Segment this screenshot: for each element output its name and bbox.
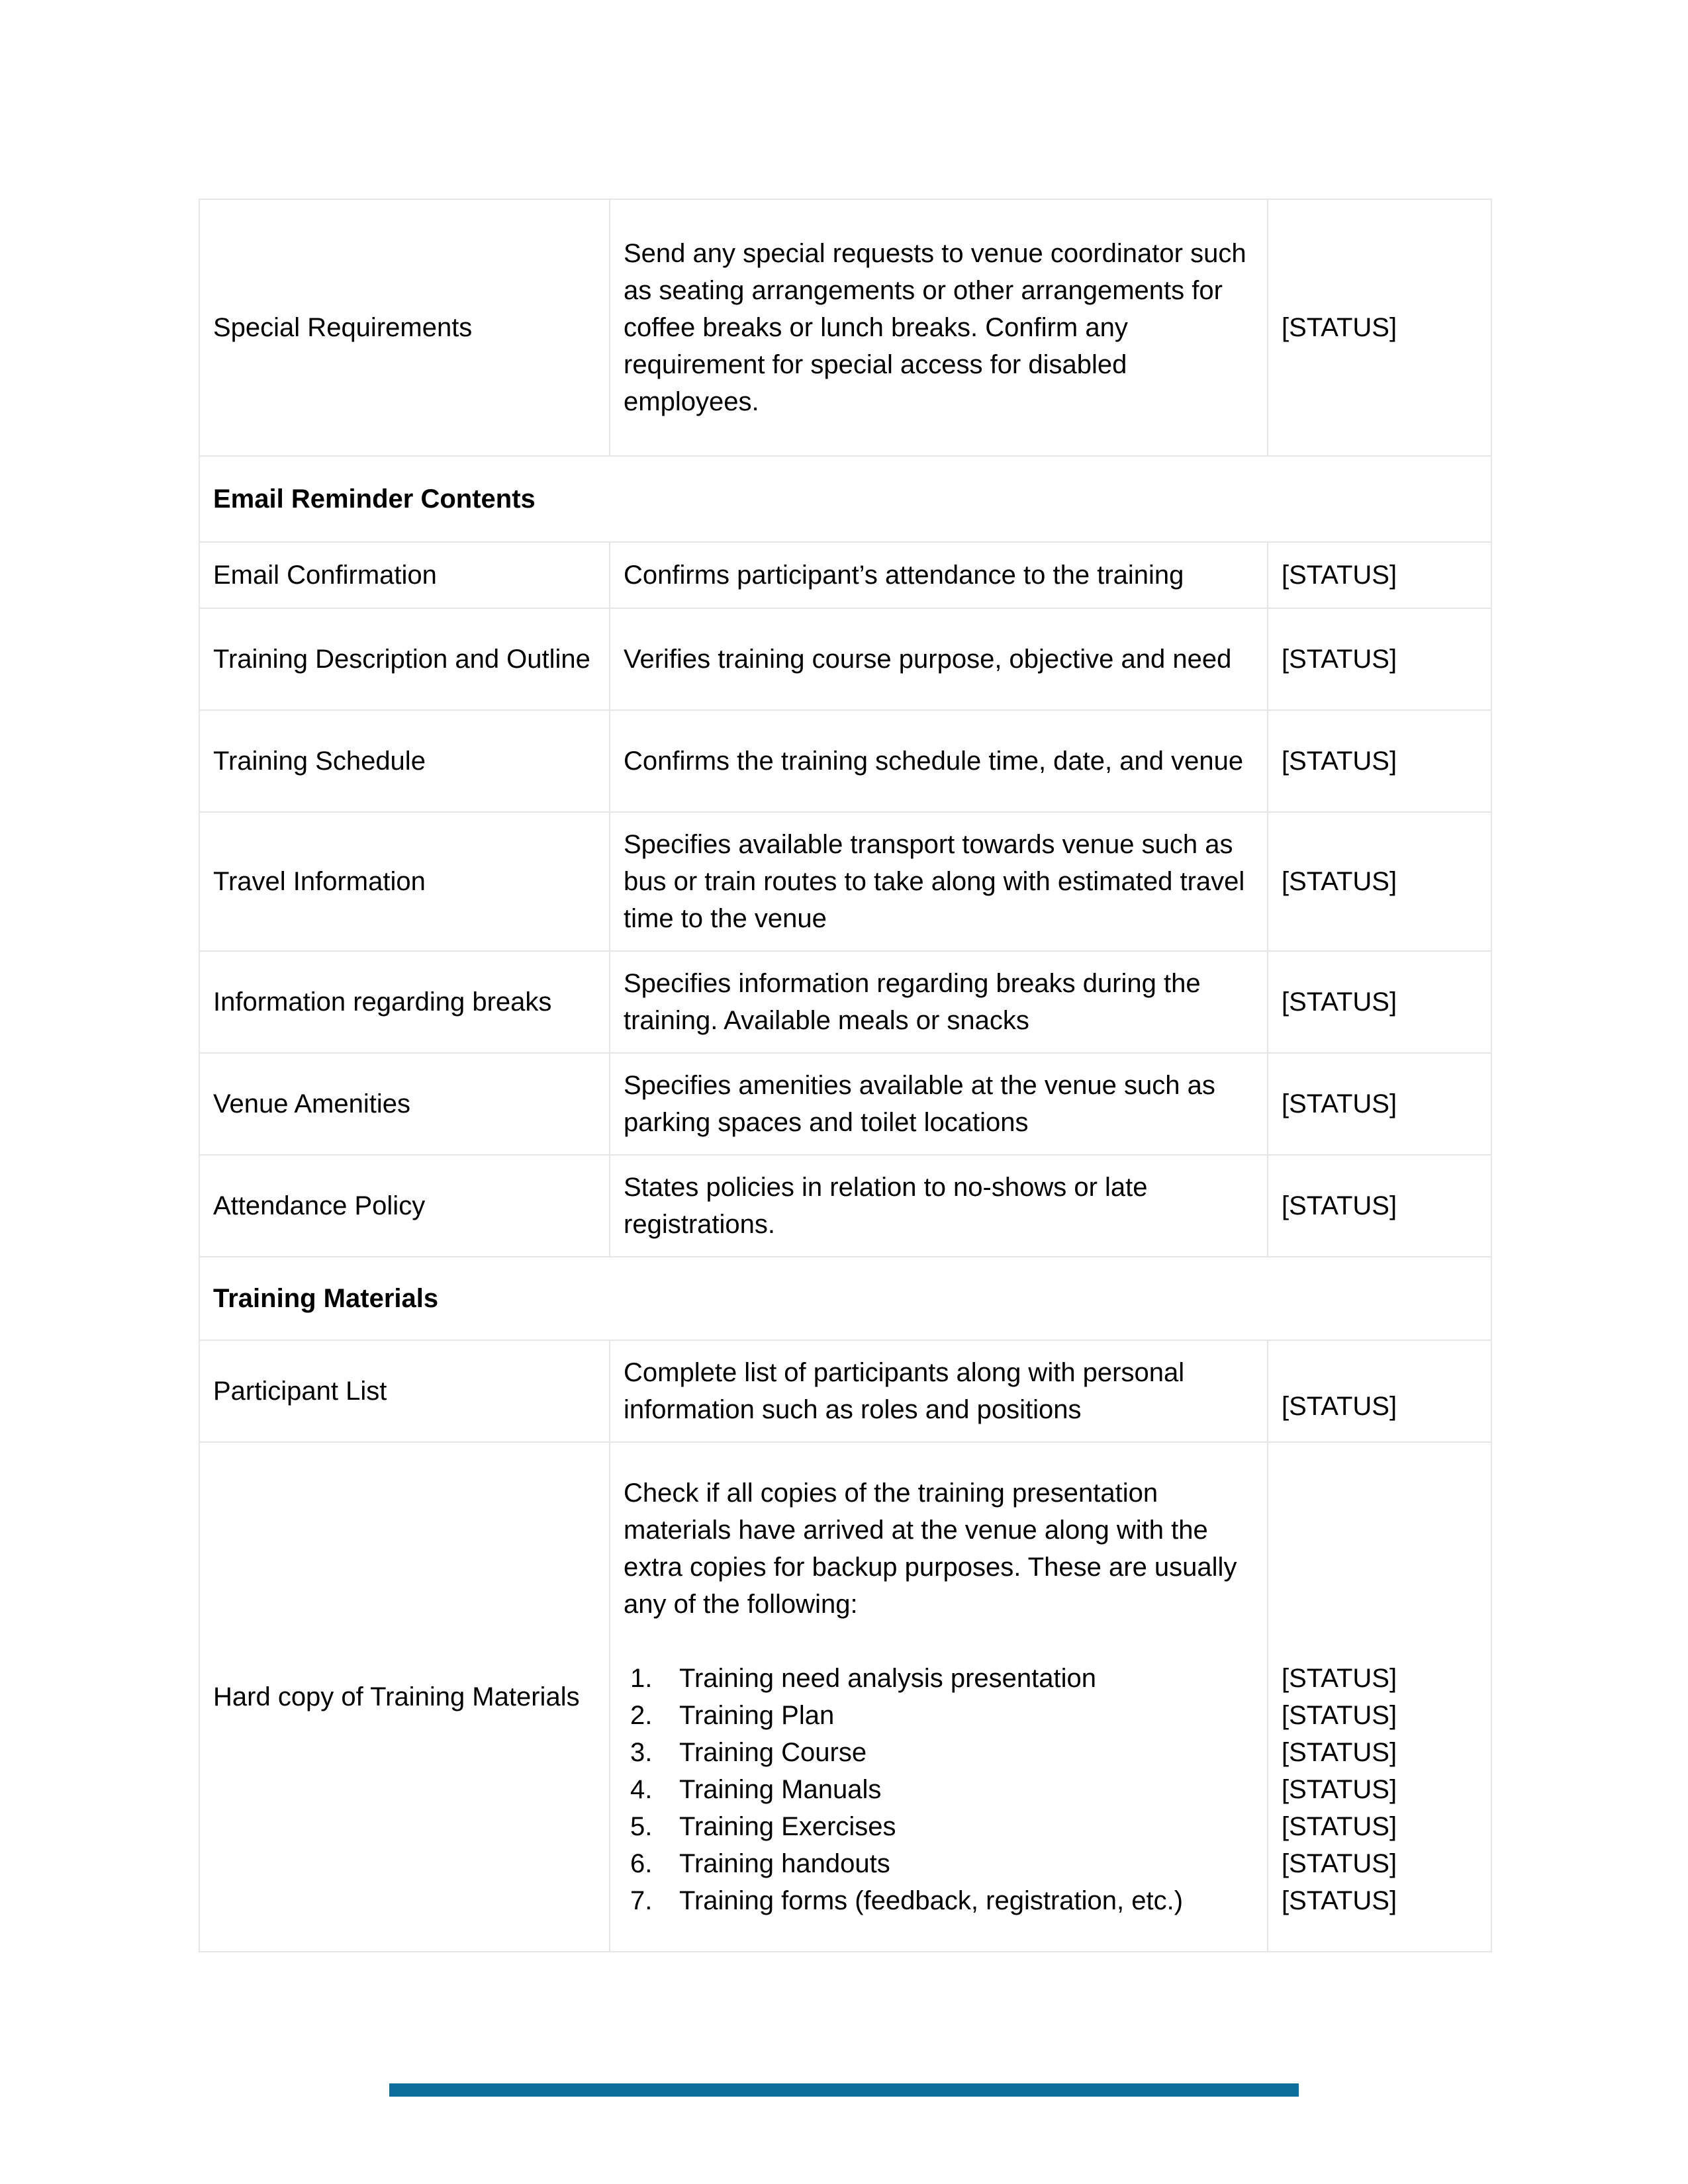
status-cell: [STATUS] xyxy=(1268,608,1491,710)
list-label: Training Plan xyxy=(679,1701,835,1730)
description-cell: Specifies amenities available at the venue such as parking spaces and toilet locations xyxy=(610,1053,1268,1155)
item-cell: Training Schedule xyxy=(199,710,610,812)
list-label: Training handouts xyxy=(679,1849,890,1878)
item-cell: Email Confirmation xyxy=(199,542,610,608)
status-value: [STATUS] xyxy=(1282,1775,1397,1804)
description-cell: Send any special requests to venue coordinator such as seating arrangements or other arrangements for coffee breaks or lunch breaks. Confirm any requirement for special access for disabled employees. xyxy=(610,199,1268,456)
list-item xyxy=(624,1845,1254,1882)
table-row-materials xyxy=(199,1442,1491,1952)
status-value: [STATUS] xyxy=(1282,1849,1397,1878)
table-row xyxy=(199,199,1491,456)
list-label: Training need analysis presentation xyxy=(679,1664,1097,1693)
list-label: Training Course xyxy=(679,1738,867,1767)
table-row xyxy=(199,1340,1491,1442)
description-cell xyxy=(610,1442,1268,1952)
description-cell: Specifies available transport towards venue such as bus or train routes to take along with estimated travel time to the venue xyxy=(610,812,1268,951)
section-title: Email Reminder Contents xyxy=(199,456,1491,542)
list-number: 2. xyxy=(630,1701,653,1730)
list-item xyxy=(624,1771,1254,1808)
item-cell: Hard copy of Training Materials xyxy=(199,1442,610,1952)
materials-list xyxy=(624,1660,1254,1919)
item-cell: Participant List xyxy=(199,1340,610,1442)
list-number: 1. xyxy=(630,1664,653,1693)
description-cell: Confirms participant’s attendance to the training xyxy=(610,542,1268,608)
description-cell: Specifies information regarding breaks during the training. Available meals or snacks xyxy=(610,951,1268,1053)
status-cell: [STATUS] xyxy=(1268,542,1491,608)
section-header-row xyxy=(199,1257,1491,1340)
status-cell: [STATUS] xyxy=(1268,812,1491,951)
list-label: Training Exercises xyxy=(679,1812,896,1841)
list-item xyxy=(624,1882,1254,1919)
item-cell: Special Requirements xyxy=(199,199,610,456)
status-value: [STATUS] xyxy=(1282,1886,1397,1915)
status-cell: [STATUS] xyxy=(1268,710,1491,812)
status-cell: [STATUS] xyxy=(1268,199,1491,456)
status-cell: [STATUS] xyxy=(1268,1340,1491,1442)
description-cell: Confirms the training schedule time, date, and venue xyxy=(610,710,1268,812)
list-number: 7. xyxy=(630,1886,653,1915)
table-row xyxy=(199,608,1491,710)
list-number: 6. xyxy=(630,1849,653,1878)
list-item xyxy=(624,1697,1254,1734)
item-cell: Venue Amenities xyxy=(199,1053,610,1155)
status-cell: [STATUS] xyxy=(1268,1053,1491,1155)
list-number: 3. xyxy=(630,1738,653,1767)
materials-intro: Check if all copies of the training presentation materials have arrived at the venue along with the extra copies for backup purposes. These are usually any of the following: xyxy=(624,1479,1237,1619)
item-cell: Attendance Policy xyxy=(199,1155,610,1257)
materials-status-list xyxy=(1282,1475,1477,1919)
table-row xyxy=(199,812,1491,951)
list-item xyxy=(624,1660,1254,1697)
list-label: Training forms (feedback, registration, etc.) xyxy=(679,1886,1184,1915)
status-value: [STATUS] xyxy=(1282,1738,1397,1767)
table-row xyxy=(199,951,1491,1053)
table-row xyxy=(199,1053,1491,1155)
status-value: [STATUS] xyxy=(1282,1812,1397,1841)
description-cell: Complete list of participants along with personal information such as roles and positions xyxy=(610,1340,1268,1442)
list-label: Training Manuals xyxy=(679,1775,882,1804)
status-cell: [STATUS] xyxy=(1268,951,1491,1053)
item-cell: Travel Information xyxy=(199,812,610,951)
list-number: 5. xyxy=(630,1812,653,1841)
section-header-row xyxy=(199,456,1491,542)
footer-bar xyxy=(389,2083,1299,2097)
table-row xyxy=(199,710,1491,812)
item-cell: Training Description and Outline xyxy=(199,608,610,710)
status-value: [STATUS] xyxy=(1282,1664,1397,1693)
status-value: [STATUS] xyxy=(1282,1701,1397,1730)
status-cell: [STATUS] xyxy=(1268,1155,1491,1257)
description-cell: States policies in relation to no-shows or late registrations. xyxy=(610,1155,1268,1257)
list-item xyxy=(624,1734,1254,1771)
table-row xyxy=(199,542,1491,608)
list-number: 4. xyxy=(630,1775,653,1804)
status-cell xyxy=(1268,1442,1491,1952)
item-cell: Information regarding breaks xyxy=(199,951,610,1053)
section-title: Training Materials xyxy=(199,1257,1491,1340)
description-cell: Verifies training course purpose, objective and need xyxy=(610,608,1268,710)
list-item xyxy=(624,1808,1254,1845)
table-row xyxy=(199,1155,1491,1257)
checklist-table xyxy=(199,199,1492,1952)
